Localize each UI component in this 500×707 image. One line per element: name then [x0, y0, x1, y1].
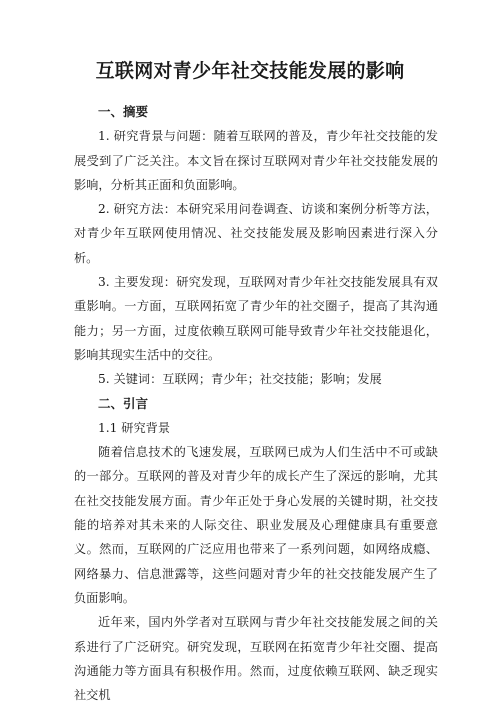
- section-heading-abstract: 一、摘要: [98, 104, 149, 119]
- intro-paragraph: 近年来，国内外学者对互联网与青少年社交技能发展之间的关系进行了广泛研究。研究发现，互联网在拓宽青少年社交圈、提高沟通能力等方面具有积极作用。然而，过度依赖互联网、缺乏现实社交机: [74, 615, 438, 703]
- abstract-item: 5. 关键词：互联网；青少年；社交技能；影响；发展: [98, 372, 382, 387]
- abstract-item: 1. 研究背景与问题：随着互联网的普及，青少年社交技能的发展受到了广泛关注。本文旨在探讨互联网对青少年社交技能发展的影响，分析其正面和负面影响。: [74, 129, 438, 192]
- subsection-heading-background: 1.1 研究背景: [98, 420, 171, 435]
- abstract-item: 2. 研究方法：本研究采用问卷调查、访谈和案例分析等方法，对青少年互联网使用情况、社交技能发展及影响因素进行深入分析。: [74, 202, 438, 265]
- abstract-item: 3. 主要发现：研究发现，互联网对青少年社交技能发展具有双重影响。一方面，互联网拓宽了青少年的社交圈子，提高了其沟通能力；另一方面，过度依赖互联网可能导致青少年社交技能退化，影响其现实生活中的交往。: [74, 275, 438, 362]
- intro-paragraph: 随着信息技术的飞速发展，互联网已成为人们生活中不可或缺的一部分。互联网的普及对青少年的成长产生了深远的影响，尤其在社交技能发展方面。青少年正处于身心发展的关键时期，社交技能的培养对其未来的人际交往、职业发展及心理健康具有重要意义。然而，互联网的广泛应用也带来了一系列问题，如网络成瘾、网络暴力、信息泄露等，这些问题对青少年的社交技能发展产生了负面影响。: [74, 445, 438, 605]
- document-title: 互联网对青少年社交技能发展的影响: [95, 60, 405, 82]
- section-heading-intro: 二、引言: [98, 395, 149, 411]
